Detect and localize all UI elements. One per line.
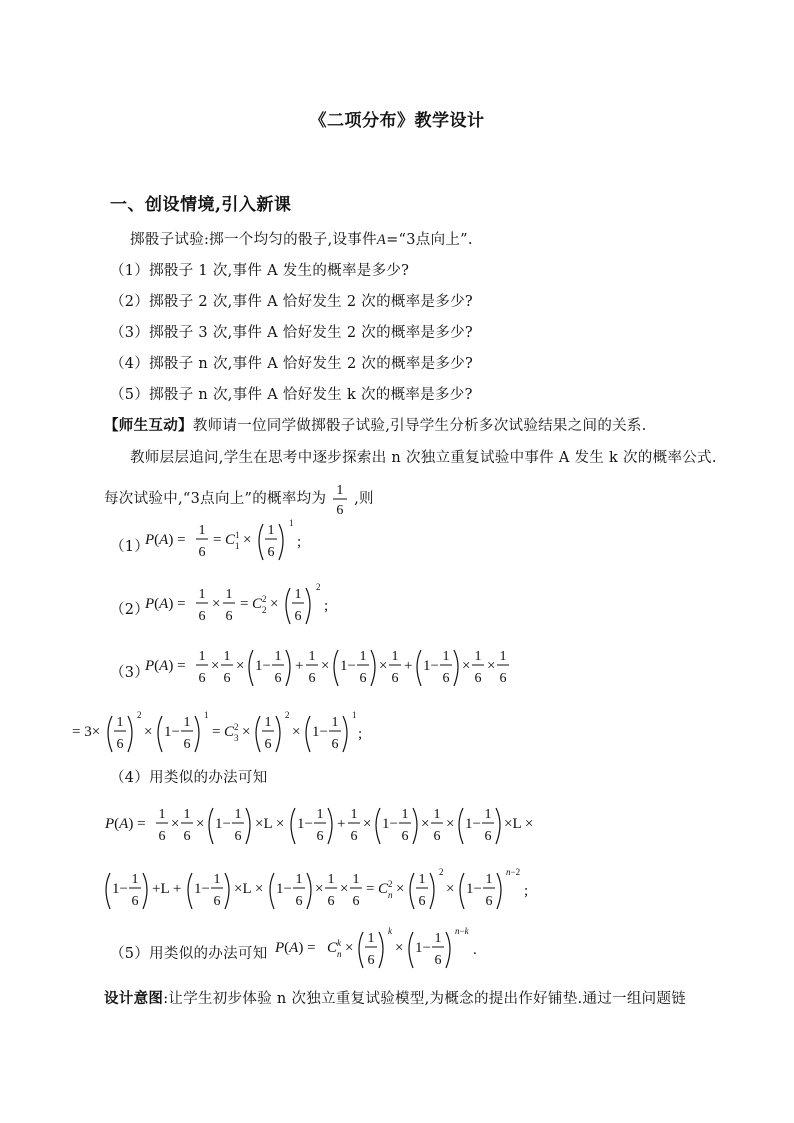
- svg-text:6: 6: [316, 829, 324, 844]
- svg-text:×L ×: ×L ×: [504, 816, 534, 832]
- svg-text:6: 6: [183, 737, 191, 752]
- svg-text:C: C: [224, 724, 235, 740]
- svg-text:1: 1: [350, 807, 358, 822]
- svg-text:×L ×: ×L ×: [255, 816, 285, 832]
- svg-text:×: ×: [211, 658, 220, 674]
- svg-text:P(A) =: P(A) =: [275, 940, 316, 956]
- svg-text:P(A) =: P(A) =: [105, 816, 146, 832]
- svg-text:1−: 1−: [164, 724, 180, 740]
- svg-text:6: 6: [485, 894, 493, 909]
- svg-text:6: 6: [158, 829, 166, 844]
- svg-text:1: 1: [264, 715, 272, 730]
- formula-step-3-line-2: [72, 708, 362, 758]
- svg-text:1−: 1−: [112, 881, 128, 897]
- svg-text:1−: 1−: [382, 816, 398, 832]
- svg-text:;: ;: [324, 598, 329, 614]
- svg-text:6: 6: [295, 894, 303, 909]
- svg-text:1: 1: [327, 872, 335, 887]
- svg-text:6: 6: [327, 894, 335, 909]
- formula-step-4-line-2: [100, 865, 530, 915]
- svg-text:1−: 1−: [194, 881, 210, 897]
- svg-text:1: 1: [352, 872, 360, 887]
- svg-text:×: ×: [292, 724, 301, 740]
- intro-paragraph: 掷骰子试验:掷一个均匀的骰子,设事件A=“3点向上”.: [130, 232, 473, 248]
- question-4: （4）掷骰子 n 次,事件 A 恰好发生 2 次的概率是多少?: [110, 356, 474, 372]
- svg-text:1: 1: [131, 872, 139, 887]
- svg-text:1: 1: [418, 872, 426, 887]
- svg-text:6: 6: [213, 894, 221, 909]
- svg-text:C: C: [327, 940, 338, 956]
- svg-text:×: ×: [171, 816, 180, 832]
- svg-text:×: ×: [421, 816, 430, 832]
- svg-text:1: 1: [267, 523, 275, 538]
- svg-text:6: 6: [350, 829, 358, 844]
- svg-text:1: 1: [235, 541, 240, 551]
- svg-text:1: 1: [485, 872, 493, 887]
- step-5-label: （5）用类似的办法可知: [110, 946, 268, 962]
- svg-text:1: 1: [289, 518, 294, 528]
- svg-text:6: 6: [183, 829, 191, 844]
- svg-text:2: 2: [262, 605, 267, 615]
- svg-text:1: 1: [308, 649, 316, 664]
- svg-text:6: 6: [198, 545, 206, 560]
- svg-text:×: ×: [144, 724, 153, 740]
- svg-text:×: ×: [196, 816, 205, 832]
- svg-text:6: 6: [474, 671, 482, 686]
- svg-text:1: 1: [484, 807, 492, 822]
- svg-text:2: 2: [316, 582, 321, 592]
- svg-text:1: 1: [158, 807, 166, 822]
- svg-text:×: ×: [396, 881, 405, 897]
- svg-text:6: 6: [367, 953, 375, 968]
- svg-text:1−: 1−: [276, 881, 292, 897]
- svg-text:6: 6: [131, 894, 139, 909]
- svg-text:= 3×: = 3×: [72, 724, 101, 740]
- formula-step-5: [275, 924, 485, 974]
- svg-text:1: 1: [295, 872, 303, 887]
- svg-text:6: 6: [499, 671, 507, 686]
- svg-text:2: 2: [234, 722, 239, 732]
- formula-step-4-line-1: [105, 800, 535, 850]
- svg-text:6: 6: [308, 671, 316, 686]
- svg-text:P(A) =: P(A) =: [145, 596, 186, 612]
- svg-text:1: 1: [442, 649, 450, 664]
- svg-text:1: 1: [294, 587, 302, 602]
- svg-text:×: ×: [236, 658, 245, 674]
- formula-step-1: [145, 516, 325, 566]
- svg-text:×: ×: [363, 816, 372, 832]
- svg-text:1−: 1−: [297, 816, 313, 832]
- svg-text:;: ;: [358, 726, 363, 742]
- svg-text:2: 2: [137, 710, 142, 720]
- svg-text:=: =: [212, 724, 221, 740]
- svg-text:1: 1: [401, 807, 409, 822]
- svg-text:1: 1: [116, 715, 124, 730]
- step-3-label: （3）: [110, 665, 150, 681]
- svg-text:1: 1: [367, 931, 375, 946]
- svg-text:2: 2: [388, 879, 393, 889]
- svg-text:C: C: [378, 881, 389, 897]
- svg-text:6: 6: [331, 737, 339, 752]
- svg-text:6: 6: [359, 671, 367, 686]
- svg-text:×L ×: ×L ×: [234, 881, 264, 897]
- svg-text:k: k: [337, 938, 341, 948]
- svg-text:6: 6: [198, 671, 206, 686]
- svg-text:×: ×: [446, 881, 455, 897]
- svg-text:6: 6: [274, 671, 282, 686]
- svg-text:1: 1: [391, 649, 399, 664]
- svg-text:+: +: [337, 816, 346, 832]
- svg-text:6: 6: [433, 829, 441, 844]
- svg-text:6: 6: [401, 829, 409, 844]
- svg-text:n−2: n−2: [506, 867, 521, 877]
- svg-text:=: =: [213, 532, 222, 548]
- svg-text:2: 2: [439, 867, 444, 877]
- svg-text:6: 6: [418, 894, 426, 909]
- formula-step-2: [145, 580, 345, 630]
- svg-text:n−k: n−k: [455, 926, 469, 936]
- svg-text:P(A) =: P(A) =: [145, 532, 186, 548]
- svg-text:+: +: [295, 658, 304, 674]
- svg-text:1: 1: [183, 715, 191, 730]
- svg-text:1: 1: [183, 807, 191, 822]
- svg-text:×: ×: [212, 596, 221, 612]
- svg-text:1: 1: [234, 807, 242, 822]
- svg-text:1−: 1−: [312, 724, 328, 740]
- svg-text:×: ×: [270, 596, 279, 612]
- svg-text:6: 6: [223, 671, 231, 686]
- interaction-paragraph: 【师生互动】教师请一位同学做掷骰子试验,引导学生分析多次试验结果之间的关系.: [104, 417, 647, 434]
- svg-text:6: 6: [234, 829, 242, 844]
- svg-text:1−: 1−: [215, 816, 231, 832]
- question-3: （3）掷骰子 3 次,事件 A 恰好发生 2 次的概率是多少?: [110, 325, 473, 341]
- svg-text:6: 6: [264, 737, 272, 752]
- svg-text:×: ×: [446, 816, 455, 832]
- svg-text:1−: 1−: [340, 658, 356, 674]
- svg-text:6: 6: [198, 609, 206, 624]
- svg-text:1−: 1−: [255, 658, 271, 674]
- svg-text:2: 2: [285, 710, 290, 720]
- each-trial-line: 每次试验中,“3点向上”的概率均为 1 6 ,则: [104, 483, 374, 517]
- svg-text:×: ×: [321, 658, 330, 674]
- svg-text:+: +: [404, 658, 413, 674]
- svg-text:×: ×: [487, 658, 496, 674]
- svg-text:1: 1: [336, 483, 344, 498]
- svg-text:×: ×: [395, 940, 404, 956]
- svg-text:1: 1: [198, 523, 206, 538]
- question-1: （1）掷骰子 1 次,事件 A 发生的概率是多少?: [110, 263, 410, 279]
- followup-paragraph: 教师层层追问,学生在思考中逐步探索出 n 次独立重复试验中事件 A 发生 k 次的概率公式.: [130, 450, 717, 466]
- svg-text:6: 6: [391, 671, 399, 686]
- svg-text:2: 2: [262, 594, 267, 604]
- svg-text:.: .: [473, 942, 477, 958]
- formula-step-3-line-1: [145, 642, 515, 692]
- svg-text:6: 6: [434, 953, 442, 968]
- svg-text:k: k: [388, 926, 392, 936]
- svg-text:1: 1: [316, 807, 324, 822]
- svg-text:1−: 1−: [465, 816, 481, 832]
- svg-text:C: C: [225, 532, 236, 548]
- svg-text:1: 1: [352, 710, 357, 720]
- svg-text:×: ×: [243, 532, 252, 548]
- svg-text:1: 1: [434, 931, 442, 946]
- svg-text:n: n: [388, 890, 393, 900]
- step-2-label: （2）: [110, 602, 150, 618]
- svg-text:6: 6: [484, 829, 492, 844]
- svg-text:1: 1: [204, 710, 209, 720]
- svg-text:3: 3: [234, 733, 239, 743]
- svg-text:6: 6: [336, 503, 344, 517]
- svg-text:1: 1: [433, 807, 441, 822]
- svg-text:1: 1: [225, 587, 233, 602]
- svg-text:1: 1: [359, 649, 367, 664]
- svg-text:1: 1: [198, 587, 206, 602]
- svg-text:;: ;: [297, 534, 302, 550]
- svg-text:C: C: [252, 596, 263, 612]
- svg-text:×: ×: [462, 658, 471, 674]
- svg-text:6: 6: [267, 545, 275, 560]
- step-1-label: （1）: [110, 539, 150, 555]
- svg-text:1: 1: [331, 715, 339, 730]
- svg-text:+L +: +L +: [152, 881, 182, 897]
- svg-text:1: 1: [198, 649, 206, 664]
- section-heading: 一、创设情境,引入新课: [110, 195, 292, 215]
- document-title: 《二项分布》教学设计: [309, 111, 485, 131]
- svg-text:×: ×: [345, 940, 354, 956]
- svg-text:6: 6: [294, 609, 302, 624]
- svg-text:6: 6: [442, 671, 450, 686]
- question-2: （2）掷骰子 2 次,事件 A 恰好发生 2 次的概率是多少?: [110, 294, 473, 310]
- svg-text:1−: 1−: [423, 658, 439, 674]
- svg-text:n: n: [337, 949, 342, 959]
- svg-text:1: 1: [223, 649, 231, 664]
- fraction-one-sixth: [331, 481, 349, 517]
- svg-text:1: 1: [474, 649, 482, 664]
- svg-text:1−: 1−: [415, 940, 431, 956]
- svg-text:=: =: [366, 881, 375, 897]
- question-5: （5）掷骰子 n 次,事件 A 恰好发生 k 次的概率是多少?: [110, 387, 473, 403]
- svg-text:×: ×: [340, 881, 349, 897]
- svg-text:6: 6: [225, 609, 233, 624]
- svg-text:1−: 1−: [466, 881, 482, 897]
- svg-text:×: ×: [315, 881, 324, 897]
- svg-text:;: ;: [524, 883, 529, 899]
- svg-text:P(A) =: P(A) =: [145, 658, 186, 674]
- svg-text:1: 1: [235, 530, 240, 540]
- svg-text:1: 1: [274, 649, 282, 664]
- svg-text:×: ×: [379, 658, 388, 674]
- svg-text:6: 6: [352, 894, 360, 909]
- svg-text:=: =: [240, 596, 249, 612]
- svg-text:1: 1: [499, 649, 507, 664]
- svg-text:1: 1: [213, 872, 221, 887]
- svg-text:6: 6: [116, 737, 124, 752]
- design-intent-paragraph: 设计意图:让学生初步体验 n 次独立重复试验模型,为概念的提出作好铺垫.通过一组问题链: [104, 990, 687, 1007]
- svg-text:×: ×: [242, 724, 251, 740]
- step-4-label: （4）用类似的办法可知: [110, 770, 268, 786]
